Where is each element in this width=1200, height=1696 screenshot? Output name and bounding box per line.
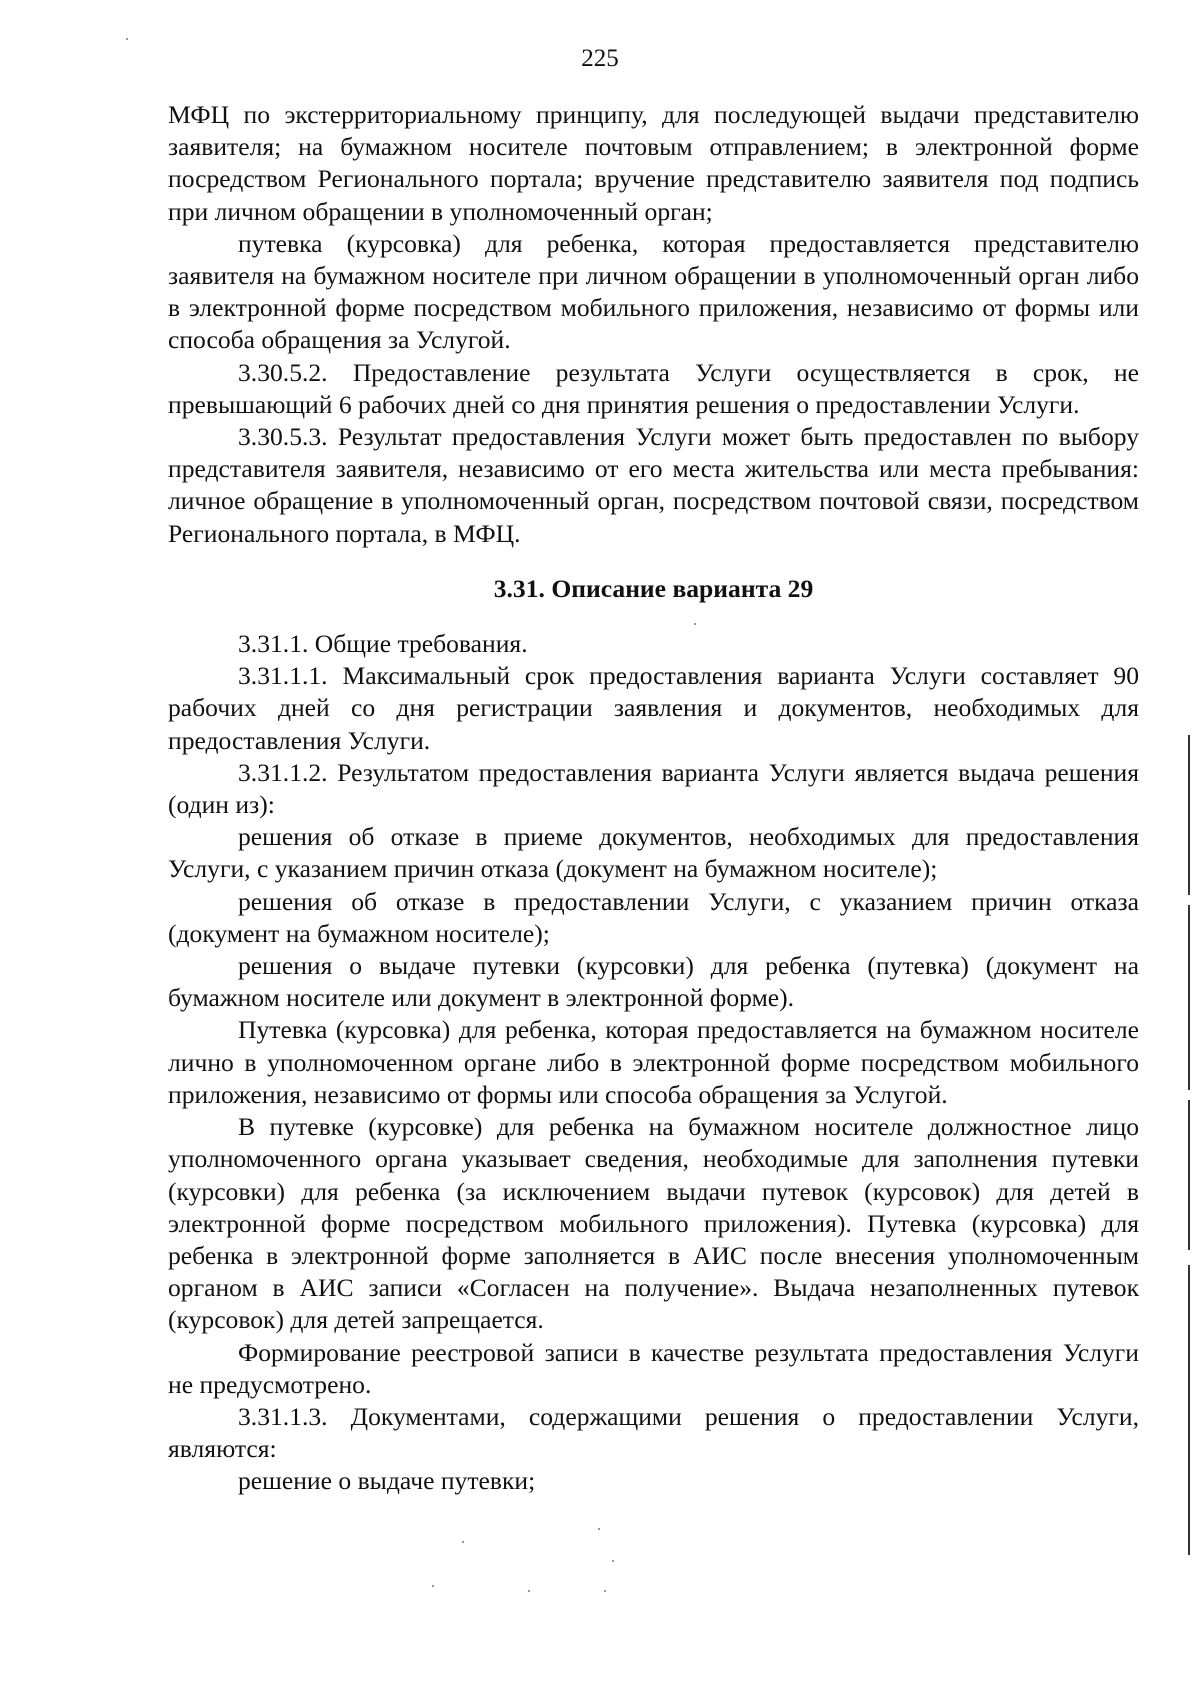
document-body bbox=[168, 99, 1139, 1498]
paragraph: 3.31.1.1. Максимальный срок предоставления варианта Услуги составляет 90 рабочих дней со дня регистрации заявления и документов, необходимых для предоставления Услуги. bbox=[168, 661, 1139, 755]
paragraph: решения об отказе в предоставлении Услуги, с указанием причин отказа (документ на бумажном носителе); bbox=[168, 886, 1139, 948]
scan-speck bbox=[432, 1585, 434, 1587]
page-number: 225 bbox=[581, 45, 619, 72]
scan-edge-line bbox=[1188, 1265, 1190, 1555]
scan-speck bbox=[462, 1541, 464, 1543]
paragraph: 3.31.1.3. Документами, содержащими решения о предоставлении Услуги, являются: bbox=[168, 1401, 1139, 1464]
scan-speck bbox=[126, 38, 128, 40]
scan-speck bbox=[604, 1590, 606, 1592]
paragraph: 3.31.1. Общие требования. bbox=[238, 629, 528, 659]
scan-speck bbox=[612, 1560, 614, 1562]
paragraph: Формирование реестровой записи в качестве результата предоставления Услуги не предусмотрено. bbox=[168, 1337, 1139, 1399]
scan-edge-line bbox=[1188, 735, 1190, 895]
paragraph: 3.30.5.3. Результат предоставления Услуги может быть предоставлен по выбору представителя заявителя, независимо от его места жительства или места пребывания: личное обращение в уполномоченный орган, посредством почтовой связи, посредством Регионального портала, в МФЦ. bbox=[168, 422, 1139, 548]
scan-speck bbox=[528, 1590, 530, 1592]
paragraph: 3.31.1.2. Результатом предоставления варианта Услуги является выдача решения (один из): bbox=[168, 757, 1139, 820]
paragraph: путевка (курсовка) для ребенка, которая предоставляется представителю заявителя на бумажном носителе при личном обращении в уполномоченный орган либо в электронной форме посредством мобильного приложения, независимо от формы или способа обращения за Услугой. bbox=[168, 228, 1139, 355]
paragraph: В путевке (курсовке) для ребенка на бумажном носителе должностное лицо уполномоченного органа указывает сведения, необходимые для заполнения путевки (курсовки) для ребенка (за исключением выдачи путевок (курсовок) для детей в электронной форме посредством мобильного приложения). Путевка (курсовка) для ребенка в электронной форме заполняется в АИС после внесения уполномоченным органом в АИС записи «Согласен на получение». Выдача незаполненных путевок (курсовок) для детей запрещается. bbox=[168, 1112, 1139, 1335]
paragraph: Путевка (курсовка) для ребенка, которая предоставляется на бумажном носителе лично в уполномоченном органе либо в электронной форме посредством мобильного приложения, независимо от формы или способа обращения за Услугой. bbox=[168, 1015, 1139, 1109]
section-heading: 3.31. Описание варианта 29 bbox=[493, 573, 814, 603]
scan-edge-line bbox=[1188, 905, 1190, 1090]
paragraph: решения об отказе в приеме документов, необходимых для предоставления Услуги, с указанием причин отказа (документ на бумажном носителе); bbox=[168, 822, 1139, 884]
paragraph: 3.30.5.2. Предоставление результата Услуги осуществляется в срок, не превышающий 6 рабочих дней со дня принятия решения о предоставлении Услуги. bbox=[168, 357, 1139, 419]
scan-speck bbox=[694, 623, 696, 625]
scan-edge-line bbox=[1188, 1100, 1190, 1250]
paragraph: решения о выдаче путевки (курсовки) для ребенка (путевка) (документ на бумажном носителе или документ в электронной форме). bbox=[168, 951, 1139, 1013]
paragraph: решение о выдаче путевки; bbox=[238, 1466, 536, 1496]
paragraph: МФЦ по экстерриториальному принципу, для последующей выдачи представителю заявителя; на бумажном носителе почтовым отправлением; в электронной форме посредством Регионального портала; вручение представителю заявителя под подпись при личном обращении в уполномоченный орган; bbox=[168, 100, 1139, 226]
scan-speck bbox=[598, 1528, 600, 1530]
